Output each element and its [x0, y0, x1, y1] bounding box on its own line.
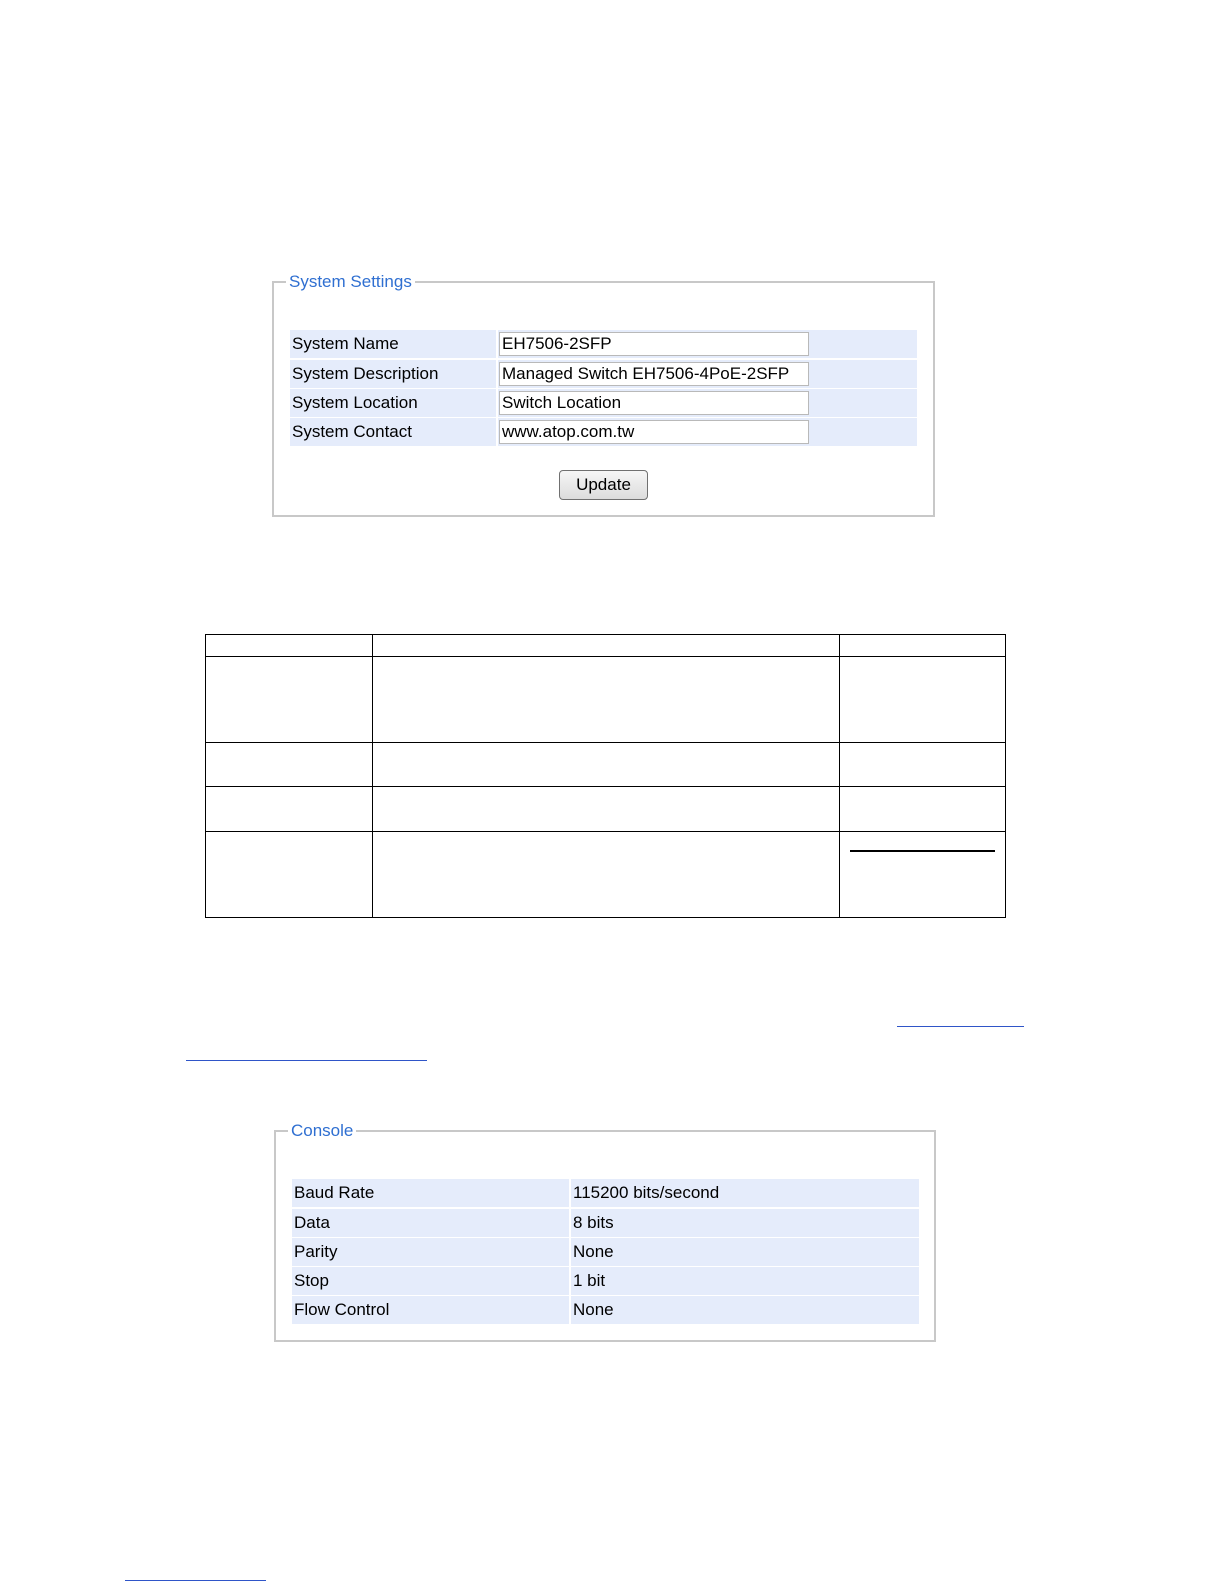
flow-control-value: None — [573, 1300, 614, 1319]
system-settings-title: System Settings — [286, 272, 415, 292]
parity-value: None — [573, 1242, 614, 1261]
parity-label: Parity — [294, 1242, 338, 1261]
system-description-row — [290, 360, 917, 388]
system-name-label: System Name — [292, 334, 399, 353]
system-description-input[interactable] — [500, 363, 808, 385]
console-row — [292, 1179, 919, 1207]
stop-label: Stop — [294, 1271, 329, 1290]
baud-rate-label: Baud Rate — [294, 1183, 375, 1202]
system-location-row — [290, 389, 917, 417]
system-settings-panel — [272, 272, 935, 517]
console-title: Console — [288, 1121, 356, 1141]
console-row — [292, 1209, 919, 1237]
link-underline — [125, 1580, 266, 1581]
link-underline — [897, 1026, 1024, 1027]
console-panel — [274, 1121, 936, 1342]
system-location-label: System Location — [292, 393, 418, 412]
system-name-input[interactable] — [500, 333, 808, 355]
link-underline — [186, 1060, 427, 1061]
system-contact-label: System Contact — [292, 422, 412, 441]
system-contact-row — [290, 418, 917, 446]
data-label: Data — [294, 1213, 330, 1232]
system-name-row — [290, 330, 917, 358]
settings-description-table — [205, 634, 1006, 918]
system-location-input[interactable] — [500, 392, 808, 414]
console-row — [292, 1296, 919, 1324]
system-description-label: System Description — [292, 364, 439, 383]
system-contact-input[interactable] — [500, 421, 808, 443]
flow-control-label: Flow Control — [294, 1300, 390, 1319]
baud-rate-value: 115200 bits/second — [573, 1183, 720, 1202]
stop-value: 1 bit — [573, 1271, 606, 1290]
update-button[interactable]: Update — [559, 470, 648, 500]
console-row — [292, 1238, 919, 1266]
console-row — [292, 1267, 919, 1295]
data-value: 8 bits — [573, 1213, 614, 1232]
